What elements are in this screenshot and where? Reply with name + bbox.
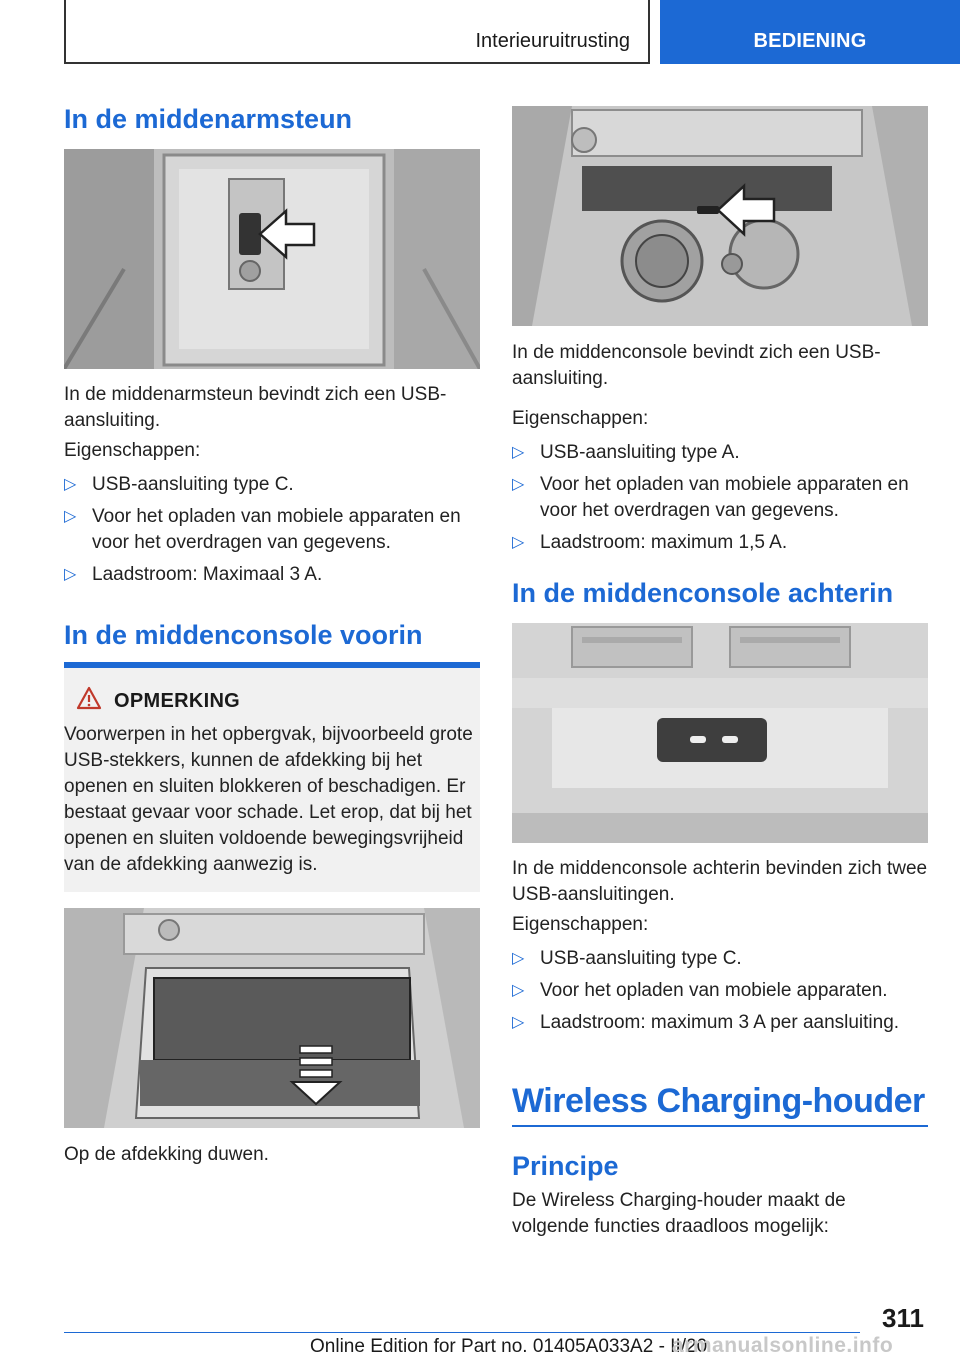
bullet-icon: ▷ xyxy=(512,476,525,493)
front-usb-props-label: Eigenschappen: xyxy=(512,408,649,429)
photo-front-usb xyxy=(512,106,928,326)
front-usb-prop-item: ▷ Voor het opladen van mobiele apparaten en voor het overdragen van gegevens. xyxy=(512,474,909,521)
heading-armrest: In de middenarmsteun xyxy=(64,104,353,134)
header-chapter-label: BEDIENING xyxy=(753,30,867,52)
bullet-icon: ▷ xyxy=(512,982,525,999)
footer-watermark: armanualsonline.info xyxy=(672,1334,894,1357)
bullet-icon: ▷ xyxy=(64,508,77,525)
photo-rear-usb xyxy=(512,623,928,843)
armrest-props-label: Eigenschappen: xyxy=(64,440,201,461)
bullet-icon: ▷ xyxy=(64,476,77,493)
rear-usb-prop-item: ▷ Voor het opladen van mobiele apparaten. xyxy=(512,978,928,1004)
bullet-icon: ▷ xyxy=(512,1014,525,1031)
front-usb-prop-item: ▷ Laadstroom: maximum 1,5 A. xyxy=(512,530,928,556)
header-section-box xyxy=(64,0,650,64)
warning-triangle-icon xyxy=(76,686,102,710)
notice-box xyxy=(64,668,480,892)
bullet-icon: ▷ xyxy=(512,444,525,461)
notice-text: Voorwerpen in het opbergvak, bijvoorbeeld grote USB-stekkers, kunnen de afdekking bij het openen en sluiten blokkeren of beschadigen. Er bestaat gevaar voor schade. Let erop, dat bij het openen en sluiten voldoende bewegingsvrijheid van de afdekking aanwezig is. xyxy=(64,724,473,875)
heading-front-console: In de middenconsole voorin xyxy=(64,620,423,650)
page-number: 311 xyxy=(882,1303,924,1333)
rear-usb-props-label: Eigenschappen: xyxy=(512,914,649,935)
front-usb-prop-item: ▷ USB-aansluiting type A. xyxy=(512,440,928,466)
armrest-prop-item: ▷ Laadstroom: Maximaal 3 A. xyxy=(64,562,480,588)
header-chapter-tab[interactable] xyxy=(660,0,960,64)
armrest-prop-item: ▷ Voor het opladen van mobiele apparaten en voor het overdragen van gegevens. xyxy=(64,506,461,553)
heading-wireless-charging: Wireless Charging-houder xyxy=(512,1082,925,1120)
subheading-principe: Principe xyxy=(512,1151,619,1181)
section-rule xyxy=(512,1125,928,1127)
header-section-title: Interieuruitrusting xyxy=(475,30,630,52)
rear-usb-prop-item: ▷ Laadstroom: maximum 3 A per aansluiting. xyxy=(512,1010,928,1036)
heading-rear-console: In de middenconsole achterin xyxy=(512,578,894,608)
front-usb-intro: In de middenconsole bevindt zich een USB-aansluiting. xyxy=(512,342,881,389)
rear-usb-prop-item: ▷ USB-aansluiting type C. xyxy=(512,946,928,972)
notice-title: OPMERKING xyxy=(114,690,241,712)
photo-armrest-usb xyxy=(64,149,480,369)
armrest-prop-item: ▷ USB-aansluiting type C. xyxy=(64,472,480,498)
photo-front-cover xyxy=(64,908,480,1128)
bullet-icon: ▷ xyxy=(64,566,77,583)
front-caption: Op de afdekking duwen. xyxy=(64,1144,269,1165)
footer-rule xyxy=(64,1332,860,1333)
armrest-intro: In de middenarmsteun bevindt zich een USB-aansluiting. xyxy=(64,384,447,431)
bullet-icon: ▷ xyxy=(512,950,525,967)
rear-usb-intro: In de middenconsole achterin bevinden zich twee USB-aansluitingen. xyxy=(512,858,928,905)
bullet-icon: ▷ xyxy=(512,534,525,551)
wireless-intro: De Wireless Charging-houder maakt de volgende functies draadloos mogelijk: xyxy=(512,1190,846,1237)
footer-edition: Online Edition for Part no. 01405A033A2 - II/20 xyxy=(310,1336,708,1357)
